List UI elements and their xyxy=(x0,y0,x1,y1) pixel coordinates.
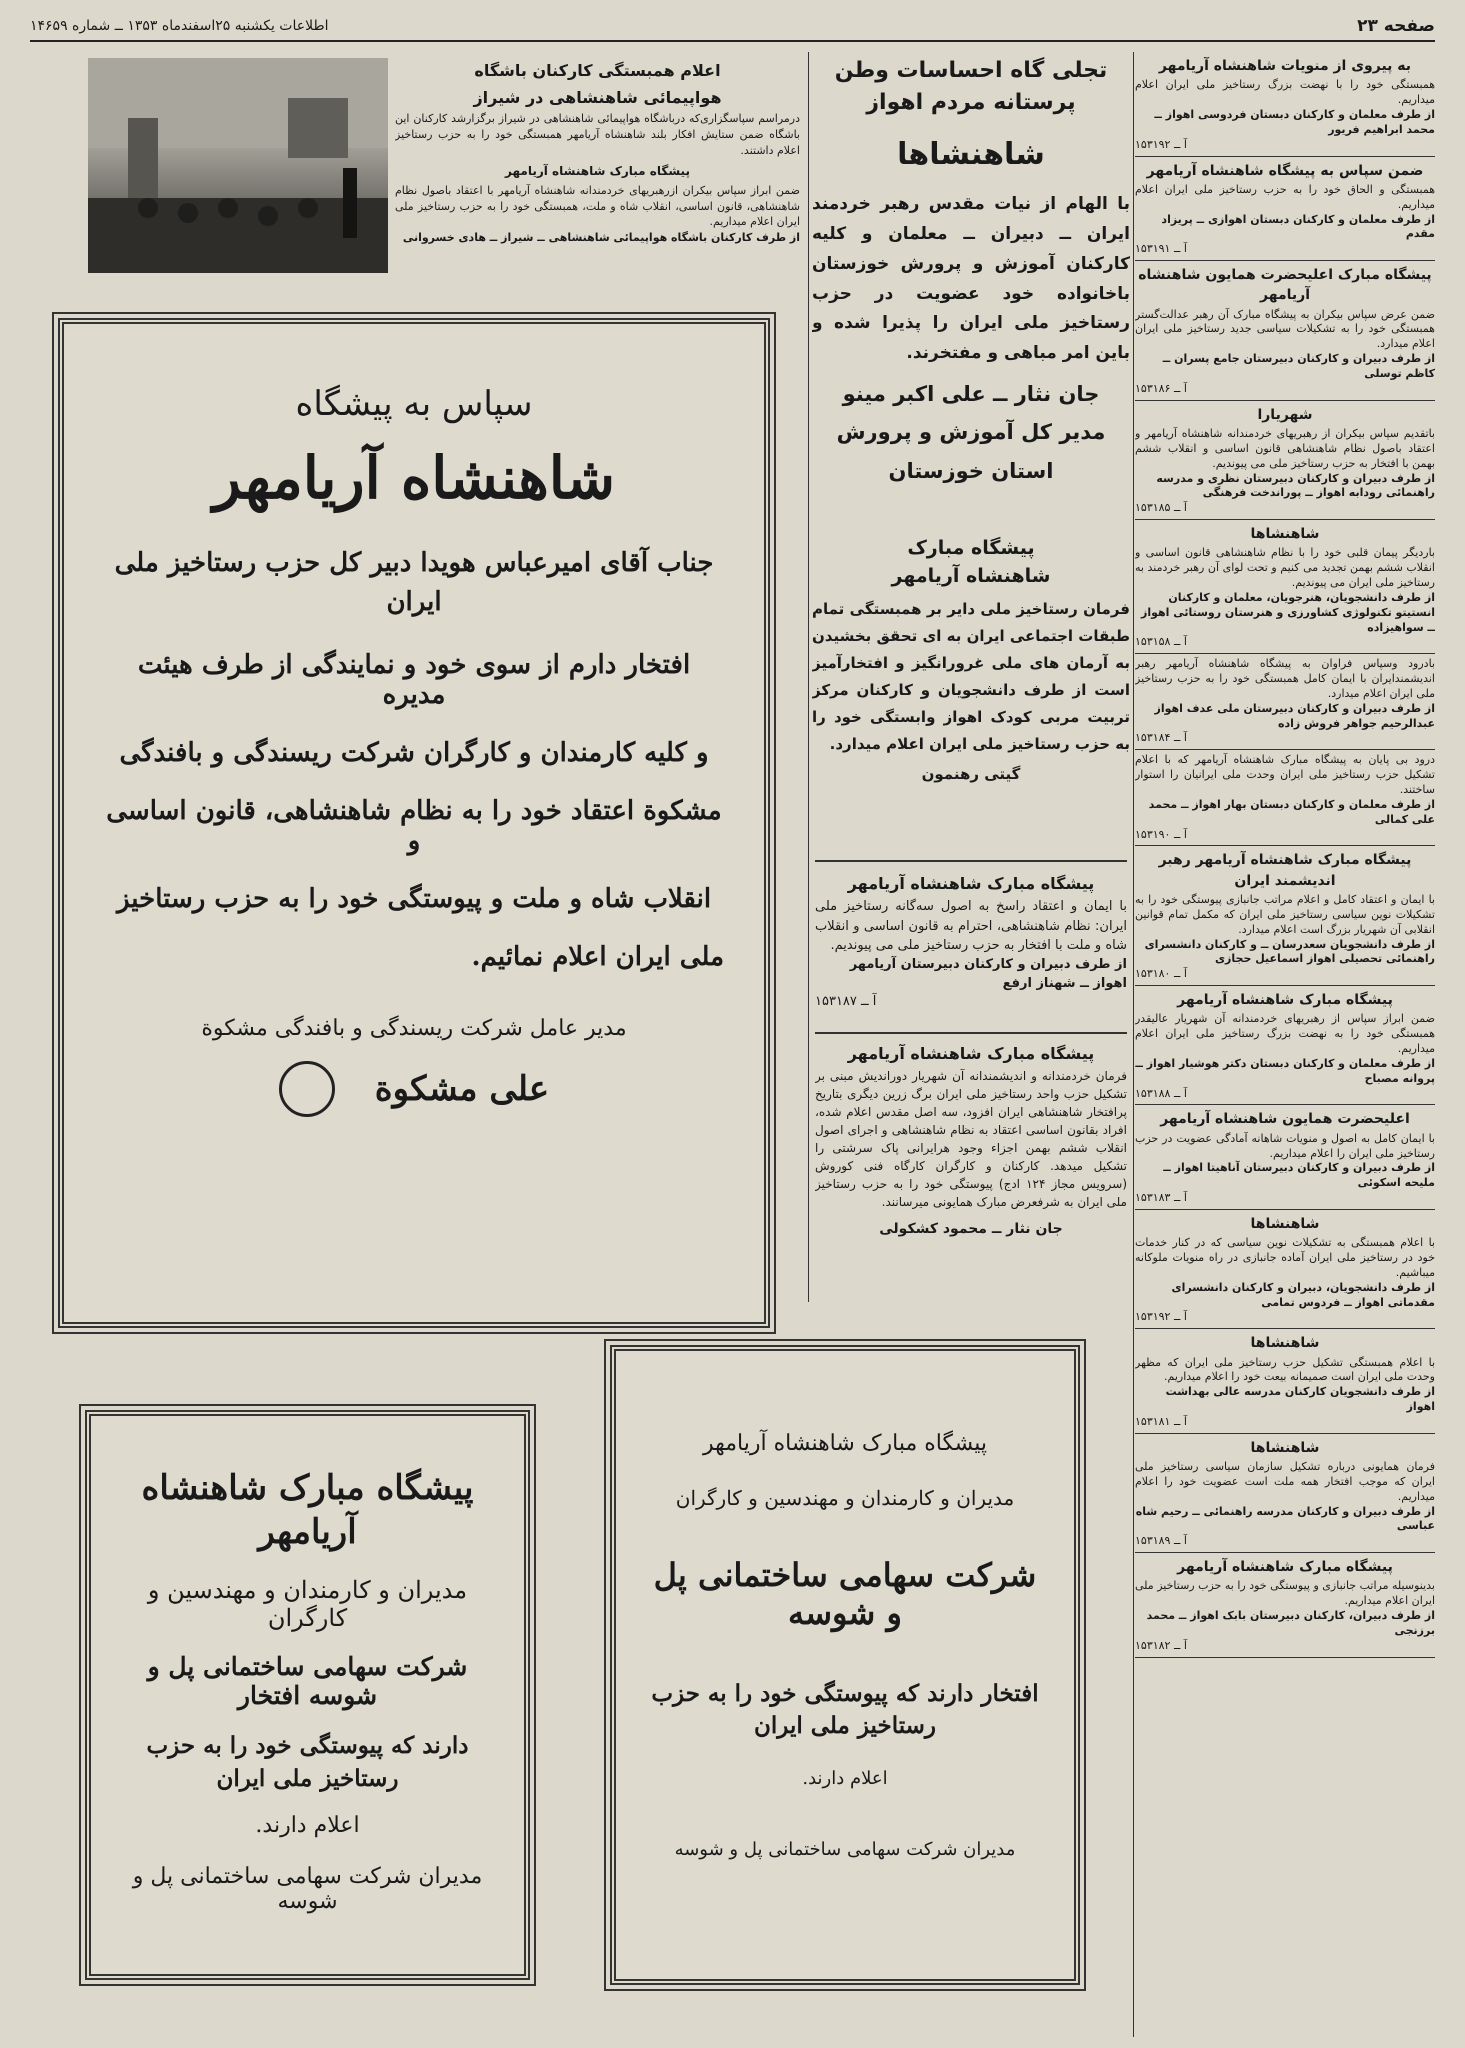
ahvaz-sign-3: استان خوزستان xyxy=(888,458,1054,483)
notice-divider xyxy=(1135,156,1435,157)
right-notice-num: آ ــ ۱۵۳۱۸۱ xyxy=(1135,1414,1187,1428)
notice-divider xyxy=(1135,845,1435,846)
giti-head-1: پیشگاه مبارک xyxy=(907,537,1035,559)
right-notice-num: آ ــ ۱۵۳۱۸۹ xyxy=(1135,1534,1187,1548)
photo-story-body-2: ضمن ابراز سپاس بیکران ازرهبریهای خردمندانه شاهنشاه آریامهر با اعتقاد باصول نظام شاهنشاهی، قانون اساسی، انقلاب شاه و ملت، همبستگی خود را به حزب رستاخیز ملی ایران اعلام میداریم. xyxy=(395,183,800,229)
right-notice-body: باتقدیم سپاس بیکران از رهبریهای خردمندانه شاهنشاه آریامهر و اعتقاد باصول نظام شاهنشاهی قانون اساسی و انقلاب ششم بهمن با افتخار به حزب رستاخیز ملی می پیوندیم. xyxy=(1135,426,1435,470)
right-notice-body: با اعلام همبستگی به تشکیلات نوین سیاسی که در کنار خدمات خود در رستاخیز ملی ایران آماده جانبازی در راه منویات ملوکانه میباشیم. xyxy=(1135,1236,1435,1279)
small-notice-1-num: آ ــ ۱۵۳۱۸۷ xyxy=(815,994,877,1010)
photo-story-body: درمراسم سپاسگزاری‌که درباشگاه هواپیمائی شاهنشاهی در شیراز برگزارشد کارکنان این باشگاه ضمن ستایش افکار بلند شاهنشاه آریامهر همبستگی خود را به حزب رستاخیز اعلام داشتند. xyxy=(395,112,800,158)
small-notice-2-head: پیشگاه مبارک شاهنشاه آریامهر xyxy=(847,1044,1095,1063)
right-notice-sign: از طرف دبیران و کارکنان مدرسه راهنمائی ــ رحیم شاه عباسی xyxy=(1135,1504,1435,1533)
photo-scene xyxy=(88,58,388,273)
news-photo xyxy=(88,58,388,273)
right-notice xyxy=(1135,524,1435,654)
notice-divider xyxy=(1135,1552,1435,1553)
notice-divider xyxy=(1135,260,1435,261)
right-notice-body: ضمن ابراز سپاس از رهبریهای خردمندانه آن شهریار عالیقدر همبستگی خود را به نهضت بزرگ رستاخیز ملی ایران اعلام میداریم. xyxy=(1135,1012,1435,1056)
right-notice-head: ضمن سپاس به پیشگاه شاهنشاه آریامهر xyxy=(1146,162,1424,179)
divider-2 xyxy=(815,1032,1127,1034)
ad-pol-center-line-1: پیشگاه مبارک شاهنشاه آریامهر xyxy=(702,1431,988,1456)
notice-divider xyxy=(1135,1433,1435,1434)
right-notice-head: شاهنشاها xyxy=(1250,1215,1320,1232)
notice-divider xyxy=(1135,1328,1435,1329)
giti-body: فرمان رستاخیز ملی دایر بر همبستگی تمام طبقات اجتماعی ایران به ای تحقق بخشیدن به آرمان های ملی غرورانگیز و افتخارآمیز است از طرف دانشجویان و کارکنان مرکز تربیت مربی کودک اهواز وابستگی خود را به حزب رستاخیز ملی ایران اعلام میدارد. xyxy=(812,600,1130,754)
right-notice-head: اعلیحضرت همایون شاهنشاه آریامهر xyxy=(1160,1111,1410,1128)
right-notice-sign: از طرف دانشجویان کارکنان مدرسه عالی بهداشت اهواز xyxy=(1165,1385,1435,1414)
ad-meshkoot-line-2: شاهنشاه آریامهر xyxy=(212,444,616,512)
right-notice xyxy=(1135,1109,1435,1210)
right-notice-body: باردیگر پیمان قلبی خود را با نظام شاهنشاهی قانون اساسی و انقلاب ششم بهمن تجدید می کنیم و تحت لوای آن رهبر خردمند به رستاخیز ملی ایران می پیوندیم. xyxy=(1135,546,1435,590)
notice-divider xyxy=(1135,1209,1435,1210)
photo-story-title-1: اعلام همبستگی کارکنان باشگاه xyxy=(474,61,721,80)
right-notice xyxy=(1135,1438,1435,1553)
small-notice-1-sign: از طرف دبیران و کارکنان دبیرستان آریامهر اهواز ــ شهناز ارفع xyxy=(849,956,1127,991)
ad-meshkoot-line-4: افتخار دارم از سوی خود و نمایندگی از طرف هیئت مدیره xyxy=(137,650,691,710)
right-notice xyxy=(1135,56,1435,157)
right-notice-sign: از طرف دبیران و کارکنان دبیرستان ملی عدف اهواز عبدالرحیم جواهر فروش زاده xyxy=(1154,701,1435,730)
ad-pol-left xyxy=(85,1410,530,1980)
small-notice-2-sign: جان نثار ــ محمود کشکولی xyxy=(879,1221,1063,1238)
company-logo-icon xyxy=(279,1061,335,1117)
ad-meshkoot-line-8: ملی ایران اعلام نمائیم. xyxy=(471,942,724,972)
right-notice xyxy=(1135,753,1435,846)
ad-meshkoot-line-3: جناب آقای امیرعباس هویدا دبیر کل حزب رستاخیز ملی ایران xyxy=(114,548,714,617)
masthead xyxy=(30,12,1435,42)
right-notice-body: با ایمان کامل به اصول و منویات شاهانه آمادگی عضویت در حزب رستاخیز ملی ایران را اعلام میداریم. xyxy=(1135,1131,1435,1160)
ad-pol-left-line-3: شرکت سهامی ساختمانی پل و شوسه افتخار xyxy=(147,1652,468,1711)
right-notice-sign: از طرف دبیران و کارکنان دبیرستان نظری و مدرسه راهنمائی رودابه اهواز ــ پوراندخت فرهنگی xyxy=(1156,471,1435,500)
ad-meshkoot-line-1: سپاس به پیشگاه xyxy=(295,384,533,424)
right-notice-sign: از طرف معلمان و کارکنان دبستان اهوازی ــ پریزاد مقدم xyxy=(1161,212,1435,241)
ad-meshkoot-line-5: و کلیه کارمندان و کارگران شرکت ریسندگی و بافندگی xyxy=(119,738,709,768)
notice-divider xyxy=(1135,400,1435,401)
right-notice-head: شاهنشاها xyxy=(1250,1439,1320,1456)
column-rule-right xyxy=(1133,52,1134,2037)
right-notice-num: آ ــ ۱۵۳۱۸۴ xyxy=(1135,731,1187,745)
right-column xyxy=(1135,52,1435,2037)
ad-pol-center xyxy=(610,1345,1080,1985)
right-notice-sign: از طرف معلمان و کارکنان دبستان بهار اهواز ــ محمد علی کمالی xyxy=(1148,797,1435,826)
ahvaz-story xyxy=(812,55,1130,550)
ad-pol-center-line-3: شرکت سهامی ساختمانی پل و شوسه xyxy=(653,1556,1037,1632)
ad-pol-center-sign: مدیران شرکت سهامی ساختمانی پل و شوسه xyxy=(674,1839,1016,1861)
ahvaz-title-1: تجلی گاه احساسات وطن پرستانه مردم اهواز xyxy=(834,58,1108,115)
page-number: صفحه ۲۳ xyxy=(1357,16,1435,36)
ahvaz-sign-2: مدیر کل آموزش و پرورش xyxy=(836,420,1106,445)
right-notice-num: آ ــ ۱۵۳۱۹۰ xyxy=(1135,827,1187,841)
small-notice-1-body: با ایمان و اعتقاد راسخ به اصول سه‌گانه رستاخیز ملی ایران: نظام شاهنشاهی، احترام به قانون اساسی و انقلاب شاه و ملت با افتخار به حزب رستاخیز ملی می پیوندیم. xyxy=(815,899,1127,954)
ahvaz-title-2: شاهنشاها xyxy=(897,136,1045,172)
right-notice-body: درود بی پایان به پیشگاه مبارک شاهنشاه آریامهر که با اعلام تشکیل حزب رستاخیز ملی ایران وحدت ملی ایرانیان را استوار ساختند. xyxy=(1135,753,1435,796)
right-notice-sign: از طرف دانشجویان، هنرجویان، معلمان و کارکنان انستیتو تکنولوژی کشاورزی و هنرستان روستائی اهواز ــ سواهیزاده xyxy=(1141,590,1435,634)
photo-story-head-2: پیشگاه مبارک شاهنشاه آریامهر xyxy=(505,164,690,179)
ad-pol-center-line-5: اعلام دارند. xyxy=(802,1768,888,1790)
right-notice xyxy=(1135,405,1435,520)
ahvaz-sign-1: جان نثار ــ علی اکبر مینو xyxy=(842,381,1100,406)
right-notice-num: آ ــ ۱۵۳۱۵۸ xyxy=(1135,635,1187,649)
ahvaz-body: با الهام از نیات مقدس رهبر خردمند ایران ــ دبیران ــ معلمان و کلیه کارکنان آموزش و پرورش خوزستان باخانواده خود عضویت در حزب رستاخیز ملی ایران را پذیرا شده و باین امر مباهی و مفتخرند. xyxy=(812,194,1130,364)
right-notice-head: پیشگاه مبارک شاهنشاه آریامهر xyxy=(1177,1559,1393,1576)
notice-divider xyxy=(1135,749,1435,750)
right-notice-head: شاهنشاها xyxy=(1250,1335,1320,1352)
photo-story-title-2: هواپیمائی شاهنشاهی در شیراز xyxy=(473,88,722,108)
right-notice-sign: از طرف دانشجویان، دبیران و کارکنان دانشسرای مقدماتی اهواز ــ فردوس تمامی xyxy=(1171,1280,1435,1309)
right-notice xyxy=(1135,657,1435,750)
right-notice-body: بدینوسیله مراتب جانبازی و پیوستگی خود را به حزب رستاخیز ملی ایران اعلام میداریم. xyxy=(1135,1579,1435,1608)
notice-divider xyxy=(1135,653,1435,654)
photo-story xyxy=(395,55,800,295)
notice-divider xyxy=(1135,1657,1435,1658)
photo-story-sign: از طرف کارکنان باشگاه هواپیمائی شاهنشاهی ــ شیراز ــ هادی خسروانی xyxy=(402,231,800,245)
divider-1 xyxy=(815,860,1127,862)
right-notice-sign: از طرف معلمان و کارکنان دبستان دکتر هوشیار اهواز ــ پروانه مصباح xyxy=(1135,1056,1435,1085)
ad-meshkoot xyxy=(58,318,770,1328)
ad-pol-left-line-5: اعلام دارند. xyxy=(255,1812,360,1838)
right-notice-head: پیشگاه مبارک اعلیحضرت همایون شاهنشاه آریامهر xyxy=(1138,267,1432,304)
notice-divider xyxy=(1135,985,1435,986)
right-notice-sign: از طرف معلمان و کارکنان دبستان فردوسی اهواز ــ محمد ابراهیم فریور xyxy=(1154,107,1435,136)
right-notice xyxy=(1135,265,1435,401)
right-notice-body: همبستگی خود را با نهضت بزرگ رستاخیز ملی ایران اعلام میداریم. xyxy=(1135,78,1435,107)
right-notice-num: آ ــ ۱۵۳۱۸۸ xyxy=(1135,1086,1187,1100)
ad-pol-left-line-1: پیشگاه مبارک شاهنشاه آریامهر xyxy=(141,1468,474,1553)
small-notice-1 xyxy=(815,868,1127,1028)
notice-divider xyxy=(1135,1104,1435,1105)
giti-sign: گیتی رهنمون xyxy=(921,765,1021,784)
right-notice-num: آ ــ ۱۵۳۱۸۵ xyxy=(1135,501,1187,515)
ad-pol-center-line-2: مدیران و کارمندان و مهندسین و کارگران xyxy=(675,1486,1015,1510)
right-notice-body: با ایمان و اعتقاد کامل و اعلام مراتب جانبازی پیوستگی خود را به تشکیلات نوین سیاسی رستاخیز ملی ایران که مکمل تمام قوانین انقلابی آن شهریار بزرگ است اعلام میدارد. xyxy=(1135,892,1435,936)
ad-pol-left-sign: مدیران شرکت سهامی ساختمانی پل و شوسه xyxy=(132,1863,483,1914)
ad-pol-center-line-4: افتخار دارند که پیوستگی خود را به حزب رستاخیز ملی ایران xyxy=(651,1680,1039,1740)
notice-divider xyxy=(1135,519,1435,520)
ad-meshkoot-sign-2: علی مشکوة xyxy=(374,1069,550,1109)
right-notice-num: آ ــ ۱۵۳۱۸۳ xyxy=(1135,1191,1187,1205)
right-notice-sign: از طرف دانشجویان سعدرسان ــ و کارکنان دانشسرای راهنمائی تحصیلی اهواز اسماعیل حجازی xyxy=(1144,937,1435,966)
giti-head-2: شاهنشاه آریامهر xyxy=(891,564,1051,587)
right-notice-body: بادرود وسپاس فراوان به پیشگاه شاهنشاه آریامهر رهبر اندیشمندایران با ایمان کامل همبستگی خود را به حزب رستاخیز ملی ایران اعلام میدارد. xyxy=(1135,657,1435,700)
right-notice-body: با اعلام همبستگی تشکیل حزب رستاخیز ملی ایران که مظهر وحدت ملی ایران است صمیمانه بیعت خود را اعلام میداریم. xyxy=(1135,1355,1435,1384)
ad-pol-left-line-4: دارند که پیوستگی خود را به حزب رستاخیز ملی ایران xyxy=(146,1732,469,1792)
right-notice xyxy=(1135,1214,1435,1329)
right-notice-sign: از طرف دبیران، کارکنان دبیرستان بابک اهواز ــ محمد برزنجی xyxy=(1146,1609,1435,1637)
issue-info: اطلاعات یکشنبه ۲۵اسفندماه ۱۳۵۳ ــ شماره ۱۴۶۵۹ xyxy=(30,18,329,34)
right-notice xyxy=(1135,1333,1435,1434)
right-notice-head: شهریارا xyxy=(1257,406,1313,423)
right-notice xyxy=(1135,850,1435,986)
right-notice-num: آ ــ ۱۵۳۱۸۲ xyxy=(1135,1638,1187,1652)
right-notice-num: آ ــ ۱۵۳۱۹۱ xyxy=(1135,242,1187,256)
right-notice xyxy=(1135,161,1435,262)
right-notice-head: پیشگاه مبارک شاهنشاه آریامهر xyxy=(1177,992,1393,1009)
right-notice-body: فرمان همایونی درباره تشکیل سازمان سیاسی رستاخیز ملی ایران که موجب افتخار همه ملت است عضویت خود را اعلام میداریم. xyxy=(1135,1460,1435,1503)
right-notice-body: ضمن عرض سپاس بیکران به پیشگاه مبارک آن رهبر عدالت‌گستر همبستگی خود را به تشکیلات سیاسی جدید رستاخیز ملی ایران اعلام میدارد. xyxy=(1135,307,1435,351)
right-notice-sign: از طرف دبیران و کارکنان دبیرستان جامع پسران ــ کاظم توسلی xyxy=(1162,352,1435,380)
small-notice-2-body: فرمان خردمندانه و اندیشمندانه آن شهریار دوراندیش مبنی بر تشکیل حزب واحد رستاخیز ملی ایران برگ زرین دیگری بتاریخ پرافتخار شاهنشاهی ایران افزود، سه اصل مقدس اعلام شده، افراد بقانون اساسی اعتقاد به نظام شاهنشاهی و اجرای اصول انقلاب ششم بهمن اجزاء وجود هرایرانی پاک سرشتی را تشکیل میدهد. کارکنان و کارگران کارگاه فنی کوروش (سرویس مجاز ۱۲۴ ادج) پیوستگی خود را به حزب رستاخیز ملی ایران به شرفعرض مبارک همایونی میرسانند. xyxy=(815,1069,1127,1210)
small-notice-2 xyxy=(815,1038,1127,1298)
right-notice-body: همبستگی و الحاق خود را به حزب رستاخیز ملی ایران اعلام میداریم. xyxy=(1135,182,1435,211)
right-notice-num: آ ــ ۱۵۳۱۸۶ xyxy=(1135,381,1187,395)
right-notice-head: پیشگاه مبارک شاهنشاه آریامهر رهبر اندیشمند ایران xyxy=(1158,852,1412,889)
column-rule-mid xyxy=(808,52,809,1302)
right-notice-num: آ ــ ۱۵۳۱۹۲ xyxy=(1135,137,1187,151)
ad-meshkoot-sign-1: مدیر عامل شرکت ریسندگی و بافندگی مشکوة xyxy=(201,1016,627,1041)
right-notice-head: به پیروی از منویات شاهنشاه آریامهر xyxy=(1158,58,1412,74)
right-notice xyxy=(1135,1557,1435,1658)
right-notice-sign: از طرف دبیران و کارکنان دبیرستان آناهیتا اهواز ــ ملیحه اسکوئی xyxy=(1163,1161,1435,1190)
giti-story xyxy=(812,535,1130,855)
right-notice xyxy=(1135,990,1435,1105)
right-notice-head: شاهنشاها xyxy=(1250,526,1320,543)
small-notice-1-head: پیشگاه مبارک شاهنشاه آریامهر xyxy=(847,874,1095,893)
ad-meshkoot-line-6: مشکوة اعتقاد خود را به نظام شاهنشاهی، قانون اساسی و xyxy=(106,796,722,856)
ad-meshkoot-line-7: انقلاب شاه و ملت و پیوستگی خود را به حزب رستاخیز xyxy=(116,884,712,914)
right-notice-num: آ ــ ۱۵۳۱۹۲ xyxy=(1135,1310,1187,1324)
right-notice-num: آ ــ ۱۵۳۱۸۰ xyxy=(1135,967,1187,981)
ad-pol-left-line-2: مدیران و کارمندان و مهندسین و کارگران xyxy=(147,1576,468,1633)
